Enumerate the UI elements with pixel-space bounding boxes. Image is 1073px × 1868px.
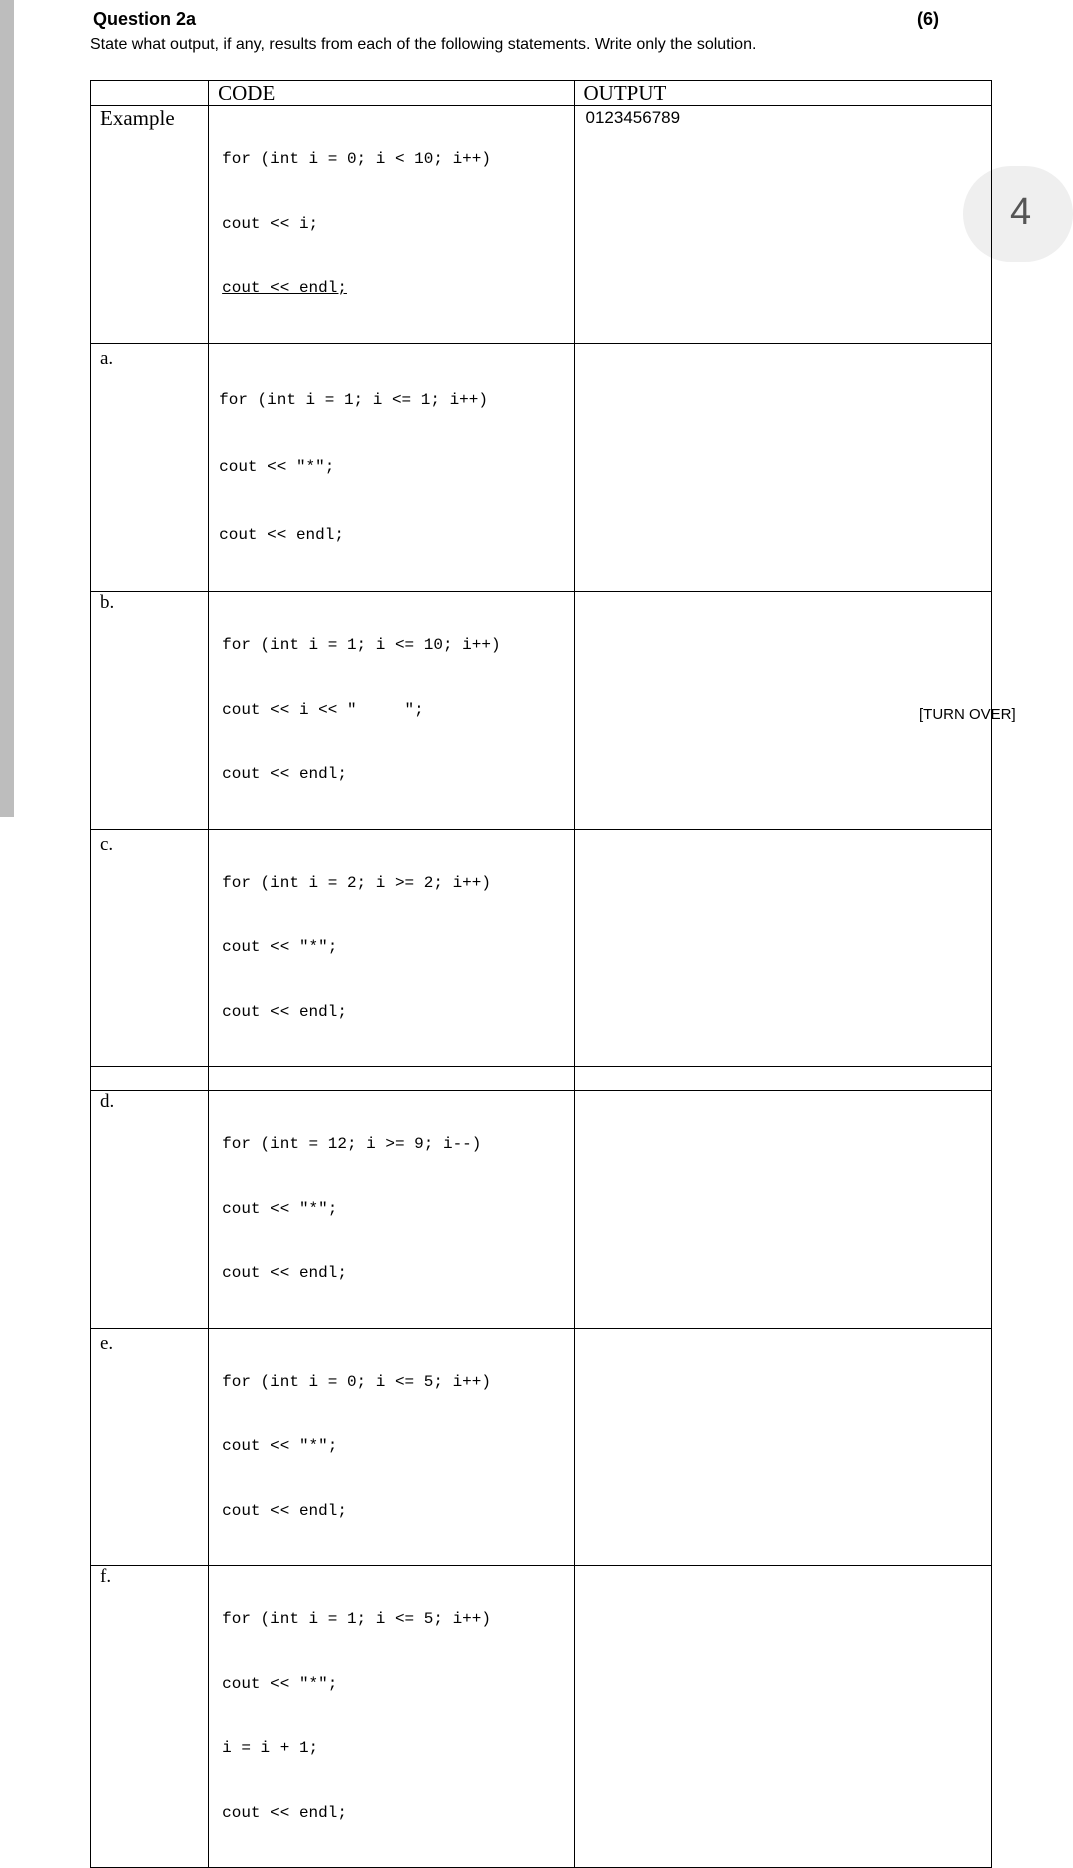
row-label: c. xyxy=(100,833,114,855)
code-line: cout << endl; xyxy=(219,525,344,544)
output-cell xyxy=(574,106,991,344)
row-label: b. xyxy=(100,592,115,613)
code-line: cout << endl; xyxy=(222,765,347,783)
code-line: for (int i = 2; i >= 2; i++) xyxy=(222,873,491,892)
output-value xyxy=(575,344,991,346)
code-cell xyxy=(209,1328,574,1566)
question-instructions: State what output, if any, results from each of the following statements. Write only the solution. xyxy=(90,36,757,53)
code-line: cout << "*"; xyxy=(222,1674,338,1693)
page-number: 4 xyxy=(1010,191,1032,233)
row-label: f. xyxy=(100,1566,112,1587)
table-header-row xyxy=(91,81,992,106)
row-label-cell xyxy=(91,829,209,1067)
output-cell xyxy=(574,1067,991,1091)
header-output: OUTPUT xyxy=(583,81,667,105)
page-left-border xyxy=(0,0,14,817)
code-cell xyxy=(209,1566,574,1868)
code-line: cout << endl; xyxy=(222,279,347,297)
row-label: d. xyxy=(100,1091,115,1112)
row-label-cell xyxy=(91,343,209,592)
output-value xyxy=(575,1067,991,1069)
row-label-cell xyxy=(91,106,209,344)
table-row-b xyxy=(91,592,992,830)
code-cell xyxy=(209,343,574,592)
question-marks: (6) xyxy=(917,9,939,29)
row-label-cell xyxy=(91,1566,209,1868)
output-value xyxy=(575,1091,991,1093)
table-row-e xyxy=(91,1328,992,1566)
header-code-cell xyxy=(209,81,574,106)
header-label-cell xyxy=(91,81,209,106)
output-value xyxy=(575,830,991,832)
code-line: cout << "*"; xyxy=(222,938,338,956)
turn-over-note: [TURN OVER] xyxy=(919,706,1016,723)
code-block xyxy=(209,344,573,592)
row-label: e. xyxy=(100,1332,114,1354)
code-cell xyxy=(209,1067,574,1091)
header-output-cell xyxy=(574,81,991,106)
code-cell xyxy=(209,106,574,344)
output-cell[interactable] xyxy=(574,1328,991,1566)
output-value xyxy=(575,1566,991,1568)
row-label-cell xyxy=(91,1091,209,1329)
row-label-cell xyxy=(91,1067,209,1091)
code-line: for (int i = 1; i <= 5; i++) xyxy=(222,1610,491,1628)
code-line: cout << i << " "; xyxy=(222,700,424,719)
code-line: cout << endl; xyxy=(222,1803,347,1822)
table-row-d xyxy=(91,1091,992,1329)
code-line: for (int i = 0; i <= 5; i++) xyxy=(222,1372,491,1391)
output-value: 0123456789 xyxy=(585,108,681,127)
code-line: cout << endl; xyxy=(222,1002,347,1021)
row-label: Example xyxy=(100,106,175,130)
table-row-c xyxy=(91,829,992,1067)
code-line: cout << "*"; xyxy=(222,1199,338,1218)
code-block xyxy=(209,592,573,829)
code-line: cout << "*"; xyxy=(219,458,335,476)
code-line: for (int i = 1; i <= 10; i++) xyxy=(222,636,501,654)
table-row-f xyxy=(91,1566,992,1868)
output-cell[interactable] xyxy=(574,1091,991,1329)
code-cell xyxy=(209,592,574,830)
code-line: cout << "*"; xyxy=(222,1437,338,1455)
code-line: cout << endl; xyxy=(222,1264,347,1282)
code-block xyxy=(209,1566,573,1867)
question-table xyxy=(90,80,992,1868)
code-line: for (int = 12; i >= 9; i--) xyxy=(222,1135,482,1153)
output-value xyxy=(575,592,991,594)
table-row-blank xyxy=(91,1067,992,1091)
code-line: for (int i = 1; i <= 1; i++) xyxy=(219,390,488,409)
row-label: a. xyxy=(100,347,114,369)
table-row-example xyxy=(91,106,992,344)
row-label-cell xyxy=(91,592,209,830)
header-code: CODE xyxy=(218,81,276,105)
question-title: Question 2a xyxy=(93,9,197,29)
output-cell[interactable] xyxy=(574,829,991,1067)
row-label xyxy=(91,1067,208,1071)
code-cell xyxy=(209,1091,574,1329)
code-block xyxy=(209,1329,573,1566)
code-cell xyxy=(209,829,574,1067)
code-block xyxy=(209,1091,573,1328)
row-label-cell xyxy=(91,1328,209,1566)
code-line: cout << endl; xyxy=(222,1501,347,1520)
output-cell[interactable] xyxy=(574,343,991,592)
code-line: cout << i; xyxy=(222,214,319,233)
output-value xyxy=(575,1329,991,1331)
output-cell[interactable] xyxy=(574,1566,991,1868)
code-block xyxy=(209,830,573,1067)
table-row-a xyxy=(91,343,992,592)
code-line: i = i + 1; xyxy=(222,1739,319,1757)
code-line: for (int i = 0; i < 10; i++) xyxy=(222,150,491,168)
code-block xyxy=(209,106,573,343)
